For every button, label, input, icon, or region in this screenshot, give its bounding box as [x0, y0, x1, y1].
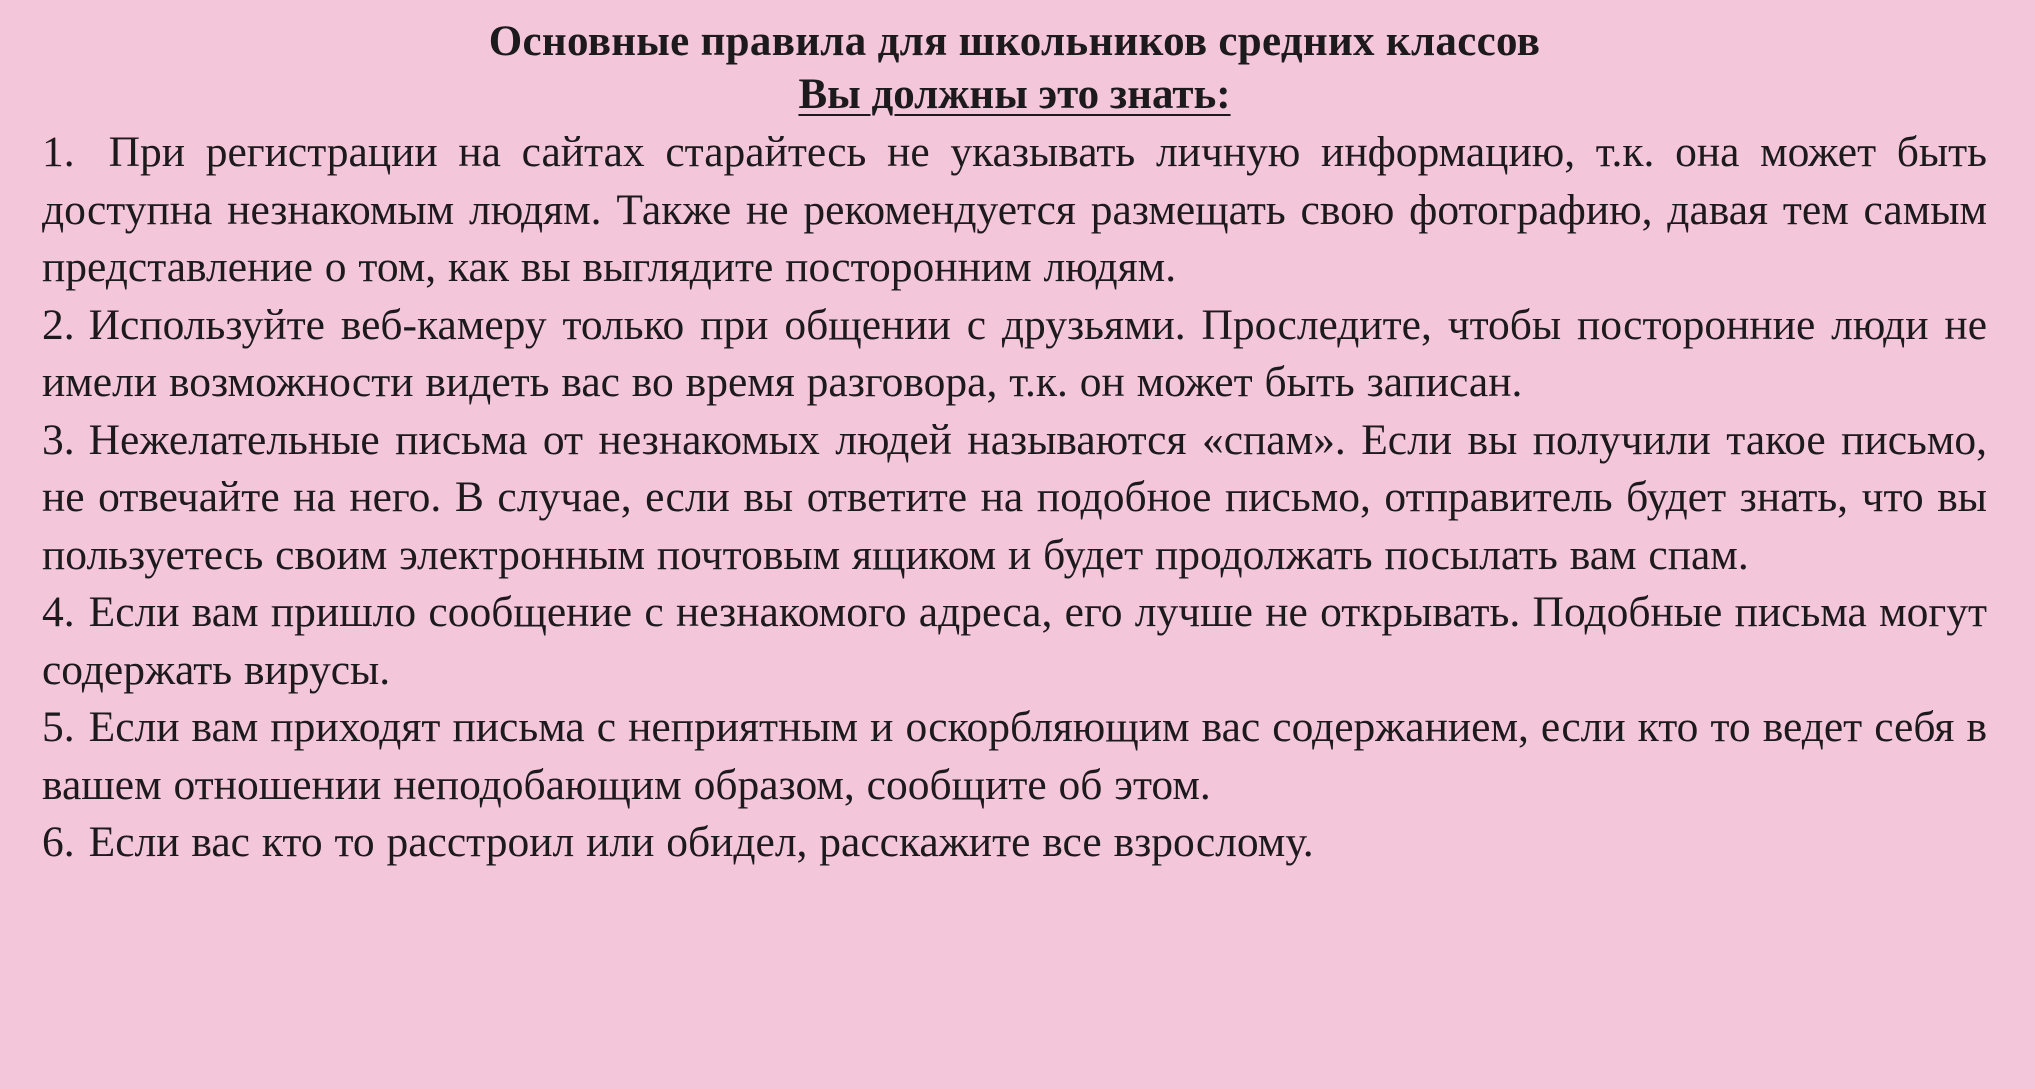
rule-text: Если вам пришло сообщение с незнакомого адреса, его лучше не открывать. Подобные письма могут содержать вирусы. — [42, 588, 1987, 694]
rule-number: 6. — [42, 818, 75, 866]
rule-item-4 — [42, 584, 1987, 699]
rule-item-1 — [42, 124, 1987, 297]
rule-item-6 — [42, 814, 1987, 872]
rule-item-3 — [42, 412, 1987, 585]
rule-number: 4. — [42, 588, 75, 636]
rule-text: Если вас кто то расстроил или обидел, расскажите все взрослому. — [88, 818, 1314, 866]
rule-text: Нежелательные письма от незнакомых людей называются «спам». Если вы получили такое письмо, не отвечайте на него. В случае, если вы ответите на подобное письмо, отправитель будет знать, что вы пользуетесь своим электронным почтовым ящиком и будет продолжать посылать вам спам. — [42, 415, 1987, 579]
rule-item-5 — [42, 699, 1987, 814]
rule-item-2 — [42, 297, 1987, 412]
document-subtitle: Вы должны это знать: — [798, 71, 1231, 118]
rule-number: 1. — [42, 128, 75, 176]
rule-number: 5. — [42, 703, 75, 751]
rules-list — [42, 124, 1987, 872]
rule-text: Если вам приходят письма с неприятным и оскорбляющим вас содержанием, если кто то ведет себя в вашем отношении неподобающим образом, сообщите об этом. — [42, 703, 1987, 809]
rule-number: 3. — [42, 415, 75, 464]
rule-number: 2. — [42, 300, 75, 349]
rule-text: При регистрации на сайтах старайтесь не указывать личную информацию, т.к. она может быть доступна незнакомым людям. Также не рекомендуется размещать свою фотографию, давая тем самым представление о том, как вы выглядите посторонним людям. — [42, 128, 1987, 291]
rule-text: Используйте веб-камеру только при общении с друзьями. Проследите, чтобы посторонние люди не имели возможности видеть вас во время разговора, т.к. он может быть записан. — [42, 300, 1987, 406]
document-title: Основные правила для школьников средних классов — [488, 18, 1541, 65]
